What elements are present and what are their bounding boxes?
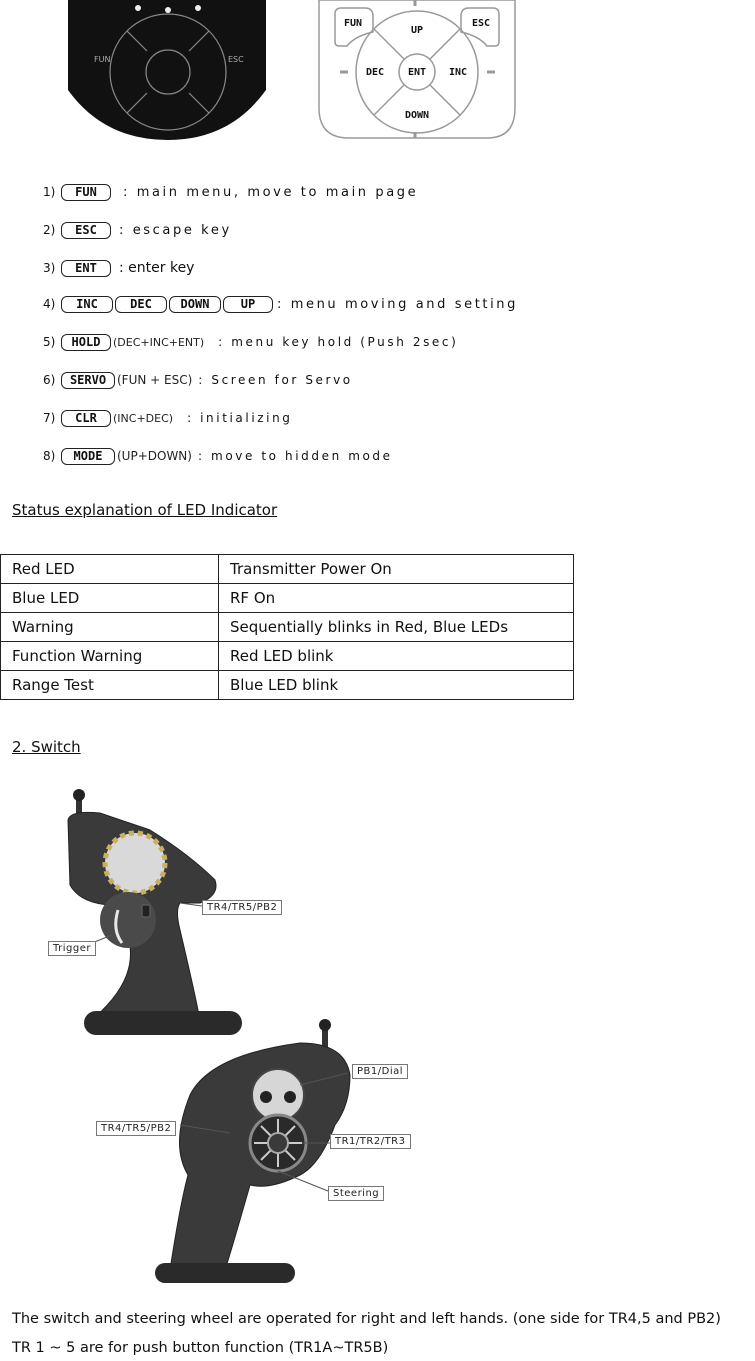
table-cell: Red LED blink — [219, 642, 574, 671]
mode-key-badge: MODE — [61, 448, 115, 465]
table-row — [1, 642, 574, 671]
key-row-3 — [43, 256, 194, 280]
key-row-4 — [43, 292, 518, 316]
dark-keypad-illustration — [60, 0, 280, 145]
servo-key-badge: SERVO — [61, 372, 115, 389]
callout-tr1-tr2-tr3: TR1/TR2/TR3 — [330, 1134, 411, 1149]
key-desc: : menu key hold (Push 2sec) — [218, 335, 459, 349]
key-combo: (UP+DOWN) — [117, 449, 192, 463]
callout-pb1-dial: PB1/Dial — [352, 1064, 408, 1079]
key-desc: : escape key — [119, 222, 232, 238]
inc-key-label: INC — [448, 67, 468, 78]
key-num: 1) — [43, 185, 56, 199]
led-status-table — [0, 554, 574, 700]
table-cell: Range Test — [1, 671, 219, 700]
key-row-1 — [43, 180, 418, 204]
key-desc: : move to hidden mode — [197, 449, 393, 463]
table-row — [1, 613, 574, 642]
table-cell: Transmitter Power On — [219, 555, 574, 584]
callout-steering: Steering — [328, 1186, 384, 1201]
dark-fun-label: FUN — [94, 55, 111, 64]
dark-keypad-body — [68, 0, 266, 140]
callout-trigger: Trigger — [48, 941, 96, 956]
ent-key-badge: ENT — [61, 260, 111, 277]
clr-key-badge: CLR — [61, 410, 111, 427]
footer-line-2: TR 1 ~ 5 are for push button function (TR1A~TR5B) — [12, 1340, 389, 1356]
key-num: 4) — [43, 297, 56, 311]
up-key-badge: UP — [223, 296, 273, 313]
key-desc: : Screen for Servo — [198, 373, 353, 387]
key-row-5 — [43, 330, 458, 354]
table-cell: Warning — [1, 613, 219, 642]
esc-key-label: ESC — [471, 18, 491, 29]
key-combo: (FUN + ESC) — [117, 373, 193, 387]
hold-key-badge: HOLD — [61, 334, 111, 351]
callout-tr4-tr5-pb2-top: TR4/TR5/PB2 — [202, 900, 282, 915]
fun-key-label: FUN — [343, 18, 363, 29]
table-cell: Blue LED — [1, 584, 219, 613]
callout-tr4-tr5-pb2-bottom: TR4/TR5/PB2 — [96, 1121, 176, 1136]
transmitter-side-illustration — [40, 785, 310, 1045]
down-key-label: DOWN — [404, 110, 430, 121]
table-row — [1, 671, 574, 700]
key-desc: : menu moving and setting — [277, 296, 518, 312]
key-num: 5) — [43, 335, 56, 349]
esc-key-badge: ESC — [61, 222, 111, 239]
key-num: 8) — [43, 449, 56, 463]
up-key-label: UP — [410, 25, 424, 36]
light-keypad-illustration — [315, 0, 520, 145]
table-cell: Sequentially blinks in Red, Blue LEDs — [219, 613, 574, 642]
key-num: 6) — [43, 373, 56, 387]
down-key-badge: DOWN — [169, 296, 221, 313]
key-row-7 — [43, 406, 293, 430]
table-row — [1, 584, 574, 613]
footer-line-1: The switch and steering wheel are operated for right and left hands. (one side for TR4,5 and PB2) — [12, 1311, 721, 1327]
table-row — [1, 555, 574, 584]
table-cell: Red LED — [1, 555, 219, 584]
key-desc: : initializing — [187, 411, 293, 425]
dec-key-label: DEC — [365, 67, 385, 78]
key-row-2 — [43, 218, 232, 242]
table-cell: Function Warning — [1, 642, 219, 671]
ent-key-label: ENT — [407, 67, 427, 78]
key-num: 2) — [43, 223, 56, 237]
inc-key-badge: INC — [61, 296, 113, 313]
led-section-title: Status explanation of LED Indicator — [12, 501, 278, 519]
key-row-8 — [43, 444, 393, 468]
key-num: 7) — [43, 411, 56, 425]
key-combo: (DEC+INC+ENT) — [113, 335, 205, 349]
table-cell: RF On — [219, 584, 574, 613]
key-num: 3) — [43, 261, 56, 275]
key-row-6 — [43, 368, 353, 392]
key-desc: : enter key — [119, 260, 195, 276]
key-desc: : main menu, move to main page — [123, 184, 419, 200]
key-combo: (INC+DEC) — [113, 411, 174, 425]
transmitter-angled-illustration — [150, 1015, 380, 1290]
fun-key-badge: FUN — [61, 184, 111, 201]
dec-key-badge: DEC — [115, 296, 167, 313]
table-cell: Blue LED blink — [219, 671, 574, 700]
switch-section-title: 2. Switch — [12, 738, 81, 756]
dark-esc-label: ESC — [228, 55, 244, 64]
